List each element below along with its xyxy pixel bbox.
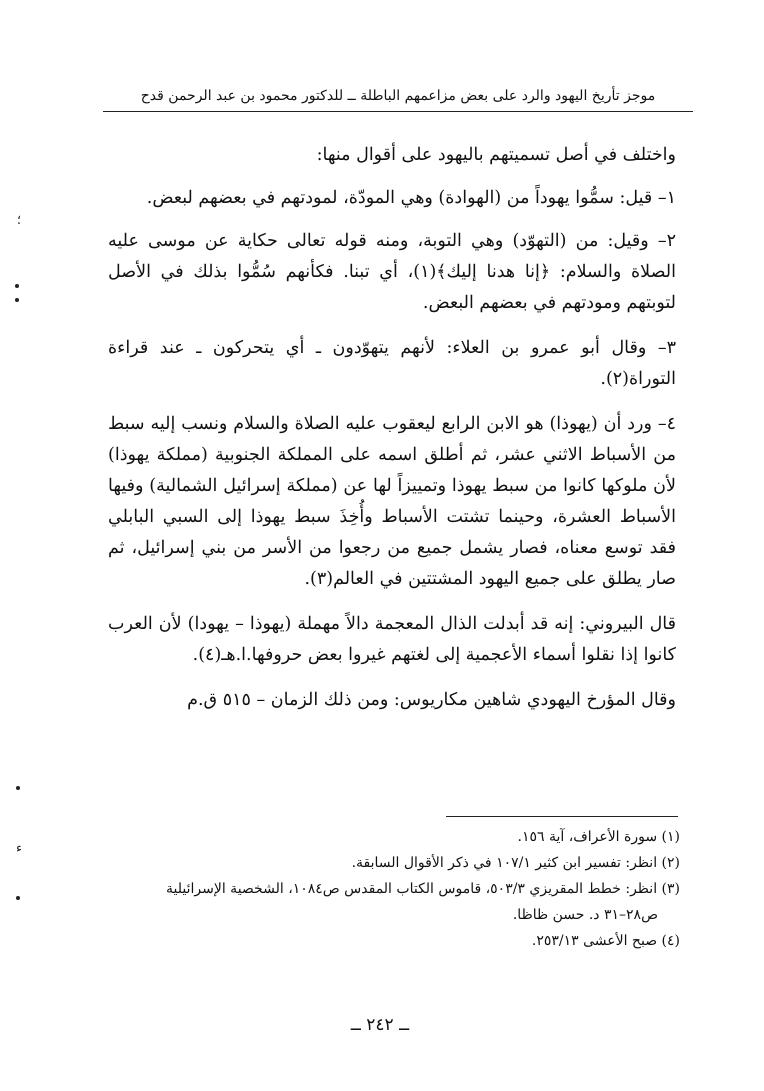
main-text bbox=[108, 140, 676, 730]
paragraph-makarios: وقال المؤرخ اليهودي شاهين مكاريوس: ومن ذلك الزمان – ٥١٥ ق.م bbox=[187, 690, 676, 710]
header-divider bbox=[103, 111, 693, 112]
paragraph-item-1: ١– قيل: سمُّوا يهوداً من (الهوادة) وهي المودّة، لمودتهم في بعضهم لبعض. bbox=[146, 188, 676, 208]
page-number: ــ ٢٤٢ ــ bbox=[350, 1015, 410, 1035]
footnote-3-continued: ص٢٨–٣١ د. حسن ظاظا. bbox=[512, 907, 658, 923]
paragraph-biruni: قال البيروني: إنه قد أبدلت الذال المعجمة دالاً مهملة (يهوذا – يهودا) لأن العرب كانوا إذا نقلوا أسماء الأعجمية إلى لغتهم غيروا بعض حروفها.ا.هـ(٤). bbox=[108, 614, 676, 665]
margin-mark-bottom: ء bbox=[15, 841, 23, 856]
margin-dot bbox=[16, 896, 20, 900]
margin-dot bbox=[16, 786, 20, 790]
footnote-2: (٢) انظر: تفسير ابن كثير ١٠٧/١ في ذكر الأقوال السابقة. bbox=[351, 855, 680, 871]
footnote-divider bbox=[446, 816, 678, 817]
footnote-4: (٤) صبح الأعشى ٢٥٣/١٣. bbox=[531, 933, 680, 949]
running-header: موجز تأريخ اليهود والرد على بعض مزاعمهم الباطلة ــ للدكتور محمود بن عبد الرحمن قدح bbox=[140, 88, 656, 104]
margin-dot bbox=[15, 298, 19, 302]
footnote-3: (٣) انظر: خطط المقريزي ٥٠٣/٣، قاموس الكتاب المقدس ص١٠٨٤، الشخصية الإسرائيلية bbox=[166, 881, 680, 897]
footnotes bbox=[108, 824, 680, 954]
paragraph-intro: واختلف في أصل تسميتهم باليهود على أقوال منها: bbox=[316, 145, 676, 165]
paragraph-item-2: ٢– وقيل: من (التهوّد) وهي التوبة، ومنه قوله تعالى حكاية عن موسى عليه الصلاة والسلام: ﴿إنا هدنا إليك﴾(١)، أي تبنا. فكأنهم سُمُّوا بذلك في الأصل لتوبتهم ومودتهم في بعضهم البعض. bbox=[108, 231, 676, 313]
margin-mark-top: ؛ bbox=[16, 213, 22, 228]
margin-dot bbox=[15, 284, 19, 288]
paragraph-item-3: ٣– وقال أبو عمرو بن العلاء: لأنهم يتهوّدون ـ أي يتحركون ـ عند قراءة التوراة(٢). bbox=[108, 338, 676, 389]
paragraph-item-4: ٤– ورد أن (يهوذا) هو الابن الرابع ليعقوب عليه الصلاة والسلام ونسب إليه سبط من الأسباط الاثني عشر، ثم أطلق اسمه على المملكة الجنوبية (مملكة يهوذا) لأن ملوكها كانوا من سبط يهوذا وتمييزاً لها عن (مملكة إسرائيل الشمالية) وفيها الأسباط العشرة، وحينما تشتت الأسباط وأُخِذَ سبط يهوذا إلى السبي البابلي فقد توسع معناه، فصار يشمل جميع من رجعوا من الأسر من بني إسرائيل، ثم صار يطلق على جميع اليهود المشتتين في العالم(٣). bbox=[108, 414, 676, 589]
footnote-1: (١) سورة الأعراف، آية ١٥٦. bbox=[517, 829, 680, 845]
